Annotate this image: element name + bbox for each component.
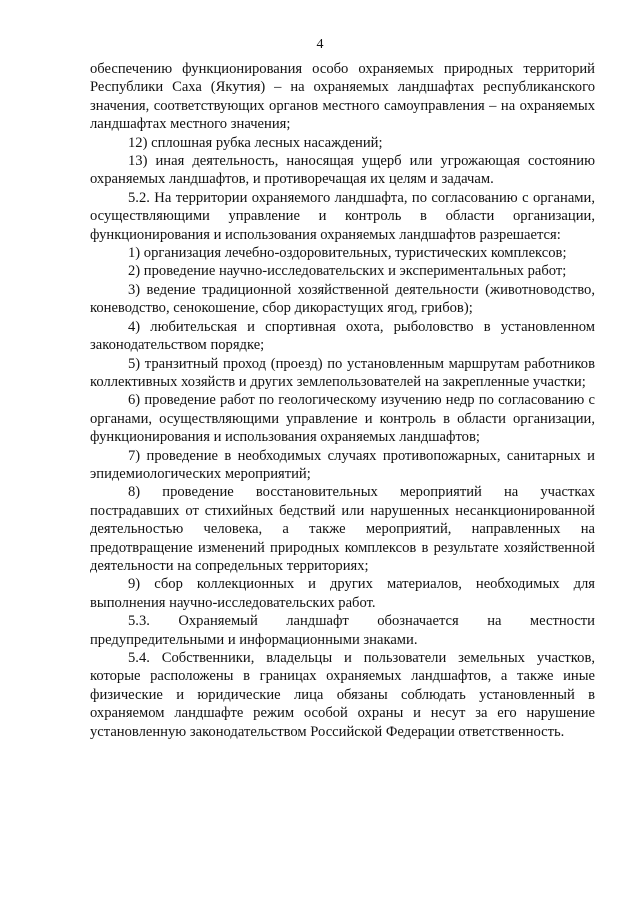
section-5-3-paragraph: 5.3. Охраняемый ландшафт обозначается на местности предупредительными и информационными знаками. xyxy=(90,613,595,648)
section-5-4-paragraph: 5.4. Собственники, владельцы и пользователи земельных участков, которые расположены в границах охраняемых ландшафтов, а также иные физические и юридические лица обязаны соблюдать установленный в охраняемом ландшафте режим особой охраны и несут за его нарушение установленную законодательством Российской Федерации ответственность. xyxy=(90,650,595,740)
list-item-9: 9) сбор коллекционных и других материалов, необходимых для выполнения научно-исследовательских работ. xyxy=(90,576,595,611)
list-item-2: 2) проведение научно-исследовательских и экспериментальных работ; xyxy=(128,263,567,280)
list-item-3: 3) ведение традиционной хозяйственной деятельности (животноводство, коневодство, сенокошение, сбор дикорастущих ягод, грибов); xyxy=(90,281,595,317)
page-number: 4 xyxy=(316,37,324,52)
list-item-5: 5) транзитный проход (проезд) по установленным маршрутам работников коллективных хозяйств и других землепользователей на закрепленные участки; xyxy=(90,355,595,390)
document-body xyxy=(90,60,595,741)
list-item-7: 7) проведение в необходимых случаях противопожарных, санитарных и эпидемиологических мероприятий; xyxy=(90,447,595,482)
section-5-2-paragraph: 5.2. На территории охраняемого ландшафта, по согласованию с органами, осуществляющими управление и контроль в области организации, функционирования и использования охраняемых ландшафтов разрешается: xyxy=(90,189,595,243)
list-item-1: 1) организация лечебно-оздоровительных, туристических комплексов; xyxy=(128,245,567,262)
list-item-12: 12) сплошная рубка лесных насаждений; xyxy=(128,134,383,151)
list-item-8: 8) проведение восстановительных мероприятий на участках пострадавших от стихийных бедствий или нарушенных несанкционированной деятельностью человека, а также мероприятий, направленных на предотвращение изменений природных комплексов в результате хозяйственной деятельности на сопредельных территориях; xyxy=(90,484,595,574)
list-item-13: 13) иная деятельность, наносящая ущерб или угрожающая состоянию охраняемых ландшафтов, и противоречащая их целям и задачам. xyxy=(90,153,595,188)
paragraph-continuation: обеспечению функционирования особо охраняемых природных территорий Республики Саха (Якутия) – на охраняемых ландшафтах республиканского значения, соответствующих органов местного самоуправления – на охраняемых ландшафтах местного значения; xyxy=(90,61,595,133)
list-item-4: 4) любительская и спортивная охота, рыболовство в установленном законодательством порядке; xyxy=(90,318,595,354)
list-item-6: 6) проведение работ по геологическому изучению недр по согласованию с органами, осуществляющими управление и контроль в области организации, функционирования и использования охраняемых ландшафтов; xyxy=(90,392,595,446)
